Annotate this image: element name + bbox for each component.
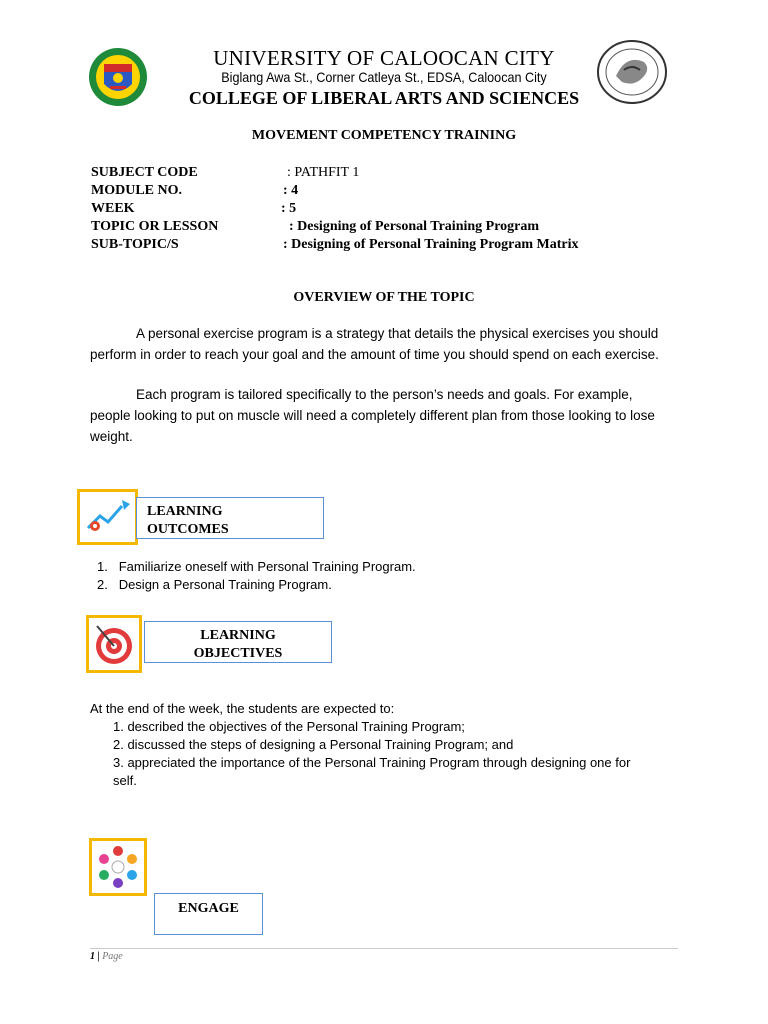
meta-value: : PATHFIT 1 (287, 165, 360, 180)
university-name: UNIVERSITY OF CALOOCAN CITY (213, 46, 555, 70)
college-name: COLLEGE OF LIBERAL ARTS AND SCIENCES (188, 88, 580, 108)
overview-heading: OVERVIEW OF THE TOPIC (293, 290, 475, 305)
list-item: 1. described the objectives of the Personal Training Program; (113, 719, 465, 734)
paragraph-line: perform in order to reach your goal and the amount of time you should spend on each exercise. (90, 347, 659, 362)
list-item: 2. discussed the steps of designing a Personal Training Program; and (113, 737, 514, 752)
meta-label: MODULE NO. (91, 183, 182, 198)
page-word: Page (102, 951, 123, 962)
label-text: ENGAGE (178, 901, 239, 916)
label-text: OUTCOMES (147, 522, 229, 537)
outcomes-icon-frame (77, 489, 138, 545)
meta-label: SUBJECT CODE (91, 165, 198, 180)
meta-label: WEEK (91, 201, 135, 216)
footer-divider (90, 948, 678, 949)
label-text: LEARNING (147, 504, 223, 519)
overview-paragraph-2 (90, 384, 678, 447)
page-footer (90, 951, 123, 962)
paragraph-line: people looking to put on muscle will need a completely different plan from those looking to lose (90, 408, 655, 423)
paragraph-line: Each program is tailored specifically to the person’s needs and goals. For example, (136, 387, 633, 402)
people-circle-icon (92, 841, 144, 893)
objectives-icon-frame (86, 615, 142, 673)
overview-paragraph-1 (90, 323, 678, 365)
list-item: 3. appreciated the importance of the Personal Training Program through designing one for (113, 755, 631, 770)
page-number: 1 | (90, 951, 100, 962)
meta-label: TOPIC OR LESSON (91, 219, 219, 234)
objectives-intro: At the end of the week, the students are expected to: (90, 701, 395, 716)
meta-value: : 4 (283, 183, 299, 198)
paragraph-line: A personal exercise program is a strategy that details the physical exercises you should (136, 326, 659, 341)
label-text: LEARNING (200, 628, 276, 643)
meta-value: : 5 (281, 201, 297, 216)
learning-outcomes-label (136, 497, 324, 539)
list-item: self. (113, 773, 137, 788)
engage-label (154, 893, 263, 935)
paragraph-line: weight. (90, 429, 133, 444)
label-text: OBJECTIVES (193, 646, 283, 661)
document-title: MOVEMENT COMPETENCY TRAINING (251, 128, 517, 143)
meta-value: : Designing of Personal Training Program Matrix (283, 237, 579, 252)
meta-label: SUB-TOPIC/S (91, 237, 179, 252)
university-address: Biglang Awa St., Corner Catleya St., EDSA, Caloocan City (221, 69, 547, 85)
target-icon (89, 618, 139, 670)
list-item: 2. Design a Personal Training Program. (97, 577, 332, 592)
engage-icon-frame (89, 838, 147, 896)
list-item: 1. Familiarize oneself with Personal Training Program. (97, 559, 416, 574)
growth-chart-icon (80, 492, 135, 542)
meta-value: : Designing of Personal Training Program (289, 219, 540, 234)
learning-objectives-label (144, 621, 332, 663)
